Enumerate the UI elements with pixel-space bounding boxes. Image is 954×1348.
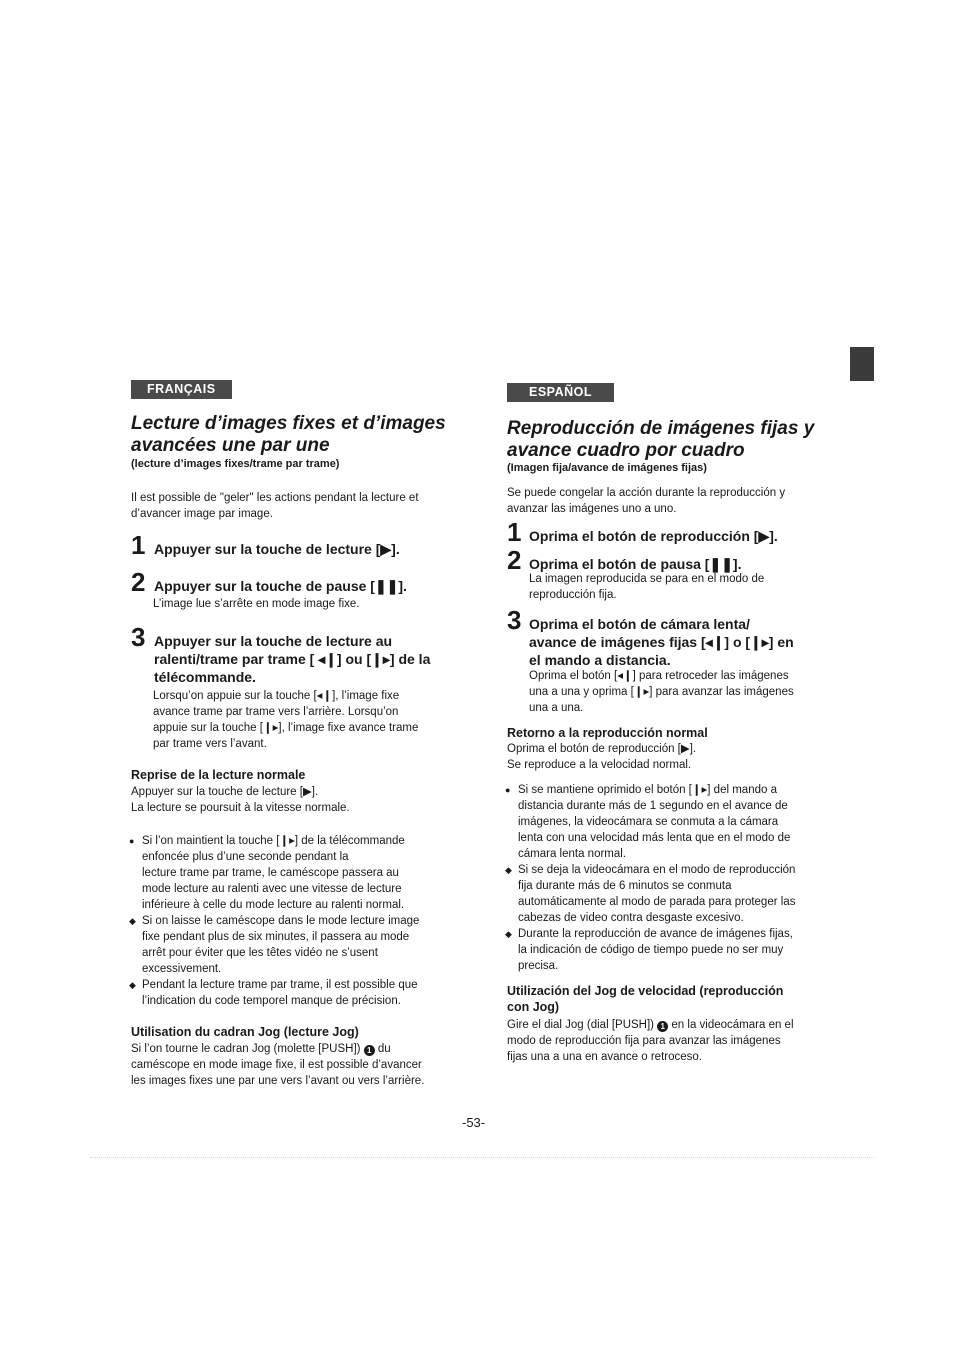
- spanish-subtitle: (Imagen fija/avance de imágenes fijas): [507, 462, 707, 474]
- step-text-line-3: télécommande.: [154, 669, 256, 685]
- french-title-line-2: avancées une par une: [131, 435, 330, 456]
- bullet-icon: ◆: [505, 929, 512, 939]
- body-text: Gire el dial Jog (dial [PUSH]): [507, 1019, 654, 1031]
- heading-line-2: con Jog): [507, 1000, 560, 1014]
- step-text: Appuyer sur la touche de lecture [▶].: [154, 541, 400, 557]
- list-line: cabezas de video contra desgaste excesivo.: [518, 912, 744, 924]
- french-subtitle: (lecture d’images fixes/trame par trame): [131, 458, 340, 470]
- list-line: fija durante más de 6 minutos se conmuta: [518, 880, 732, 892]
- french-resume-text: [131, 784, 350, 816]
- body-line: una a una y oprima [❙▸] para avanzar las imágenes: [529, 686, 794, 698]
- body-line: reproducción fija.: [529, 589, 617, 601]
- list-line: arrêt pour éviter que les têtes vidéo ne s’usent: [142, 947, 378, 959]
- list-line: Pendant la lecture trame par trame, il est possible que: [142, 979, 418, 991]
- list-line: Si se deja la videocámara en el modo de reproducción: [518, 864, 796, 876]
- bottom-divider: [90, 1157, 874, 1158]
- french-jog-text: [131, 1041, 424, 1089]
- spanish-intro-line-2: avanzar las imágenes uno a uno.: [507, 503, 677, 515]
- list-line: lecture trame par trame, le caméscope passera au: [142, 867, 399, 879]
- language-badge-spanish: ESPAÑOL: [507, 383, 614, 402]
- step-number: 3: [131, 622, 146, 652]
- step-number: 3: [507, 605, 522, 635]
- body-text: du: [377, 1043, 391, 1055]
- list-line: Durante la reproducción de avance de imágenes fijas,: [518, 928, 793, 940]
- body-line: appuie sur la touche [❙▸], l’image fixe avance trame: [153, 722, 419, 734]
- list-line: enfoncée plus d’une seconde pendant la: [142, 851, 349, 863]
- body-line: [507, 1017, 794, 1033]
- list-item: [129, 913, 459, 977]
- list-line: inférieure à celle du mode lecture au ralenti normal.: [142, 899, 405, 911]
- list-line: Si l’on maintient la touche [❙▸] de la télécommande: [142, 835, 405, 847]
- step-text-line-1: Oprima el botón de cámara lenta/: [529, 616, 750, 632]
- french-resume-heading: Reprise de la lecture normale: [131, 768, 306, 782]
- spanish-step-3-body: [529, 668, 794, 716]
- page-number: -53-: [462, 1115, 486, 1130]
- body-line: [131, 1041, 424, 1057]
- step-number: 2: [131, 567, 146, 597]
- spanish-jog-heading: [507, 983, 783, 1015]
- body-line: par trame vers l’avant.: [153, 738, 267, 750]
- bullet-icon: ◆: [129, 916, 136, 926]
- spanish-step-2-body: [529, 571, 764, 603]
- french-jog-heading: Utilisation du cadran Jog (lecture Jog): [131, 1025, 359, 1039]
- french-step-2-body: L’image lue s’arrête en mode image fixe.: [153, 598, 360, 610]
- list-item: [505, 926, 835, 974]
- list-item: [129, 833, 459, 913]
- body-line: Lorsqu’on appuie sur la touche [◂❙], l’image fixe: [153, 690, 400, 702]
- step-text-line-3: el mando a distancia.: [529, 652, 671, 668]
- section-thumb-tab: [850, 347, 874, 381]
- language-badge-french: FRANÇAIS: [131, 380, 232, 399]
- step-text-line-2: ralenti/trame par trame [ ◂❙] ou [❙▸] de la: [154, 651, 431, 667]
- body-line: caméscope en mode image fixe, il est possible d’avancer: [131, 1059, 422, 1071]
- list-item: [505, 862, 835, 926]
- body-line: modo de reproducción fija para avanzar las imágenes: [507, 1035, 781, 1047]
- bullet-icon: ●: [505, 785, 511, 795]
- list-line: fixe pendant plus de six minutes, il passera au mode: [142, 931, 410, 943]
- body-line: avance trame par trame vers l’arrière. Lorsqu’on: [153, 706, 399, 718]
- step-number: 1: [131, 530, 146, 560]
- body-line: La lecture se poursuit à la vitesse normale.: [131, 802, 350, 814]
- body-line: Oprima el botón [◂❙] para retroceder las imágenes: [529, 670, 789, 682]
- french-title: [131, 413, 446, 457]
- step-text: Oprima el botón de pausa [❚❚].: [529, 556, 742, 572]
- step-number: 2: [507, 545, 522, 575]
- step-text-line-1: Appuyer sur la touche de lecture au: [154, 633, 393, 649]
- step-text-line-2: avance de imágenes fijas [◂❙] o [❙▸] en: [529, 634, 794, 650]
- spanish-title: [507, 418, 814, 462]
- bullet-icon: ◆: [129, 980, 136, 990]
- step-text: Appuyer sur la touche de pause [❚❚].: [154, 578, 407, 594]
- list-line: precisa.: [518, 960, 559, 972]
- french-step-2: [131, 567, 461, 597]
- list-line: cámara lenta normal.: [518, 848, 627, 860]
- step-number: 1: [507, 517, 522, 547]
- french-intro: [131, 490, 419, 522]
- list-line: lenta con una velocidad más lenta que en el modo de: [518, 832, 791, 844]
- bullet-icon: ●: [129, 836, 135, 846]
- list-line: Si se mantiene oprimido el botón [❙▸] del mando a: [518, 784, 777, 796]
- body-line: Se reproduce a la velocidad normal.: [507, 759, 692, 771]
- list-line: imágenes, la videocámara se conmuta a la cámara: [518, 816, 779, 828]
- spanish-step-1: [507, 517, 837, 547]
- french-intro-line-1: Il est possible de "geler" les actions pendant la lecture et: [131, 492, 419, 504]
- list-line: distancia durante más de 1 segundo en el avance de: [518, 800, 788, 812]
- list-line: Si on laisse le caméscope dans le mode lecture image: [142, 915, 420, 927]
- list-line: excessivement.: [142, 963, 222, 975]
- spanish-jog-text: [507, 1017, 794, 1065]
- french-step-1: [131, 530, 461, 560]
- spanish-resume-text: [507, 741, 696, 773]
- circled-number-1-icon: 1: [364, 1045, 375, 1056]
- body-text: Si l’on tourne le cadran Jog (molette [PUSH]): [131, 1043, 361, 1055]
- french-intro-line-2: d’avancer image par image.: [131, 508, 273, 520]
- french-title-line-1: Lecture d’images fixes et d’images: [131, 413, 446, 434]
- body-line: Oprima el botón de reproducción [▶].: [507, 743, 697, 755]
- spanish-step-3: [507, 605, 847, 671]
- body-line: fijas una a una en avance o retroceso.: [507, 1051, 702, 1063]
- spanish-title-line-2: avance cuadro por cuadro: [507, 440, 745, 461]
- spanish-notes-list: [505, 782, 835, 974]
- list-line: l’indication du code temporel manque de précision.: [142, 995, 401, 1007]
- body-text: en la videocámara en el: [671, 1019, 794, 1031]
- list-item: [129, 977, 459, 1009]
- spanish-intro-line-1: Se puede congelar la acción durante la reproducción y: [507, 487, 786, 499]
- list-line: la indicación de código de tiempo puede no ser muy: [518, 944, 784, 956]
- spanish-resume-heading: Retorno a la reproducción normal: [507, 726, 708, 740]
- french-step-3-body: [153, 688, 418, 752]
- french-step-3: [131, 622, 471, 688]
- step-text: Oprima el botón de reproducción [▶].: [529, 528, 778, 544]
- list-line: mode lecture au ralenti avec une vitesse de lecture: [142, 883, 402, 895]
- french-notes-list: [129, 833, 459, 1009]
- circled-number-1-icon: 1: [657, 1021, 668, 1032]
- spanish-title-line-1: Reproducción de imágenes fijas y: [507, 418, 815, 439]
- body-line: una a una.: [529, 702, 584, 714]
- bullet-icon: ◆: [505, 865, 512, 875]
- list-item: [505, 782, 835, 862]
- list-line: automáticamente al modo de parada para proteger las: [518, 896, 796, 908]
- body-line: La imagen reproducida se para en el modo de: [529, 573, 765, 585]
- body-line: les images fixes une par une vers l’avant ou vers l’arrière.: [131, 1075, 425, 1087]
- body-line: Appuyer sur la touche de lecture [▶].: [131, 786, 319, 798]
- heading-line-1: Utilización del Jog de velocidad (reproducción: [507, 984, 784, 998]
- spanish-intro: [507, 485, 785, 517]
